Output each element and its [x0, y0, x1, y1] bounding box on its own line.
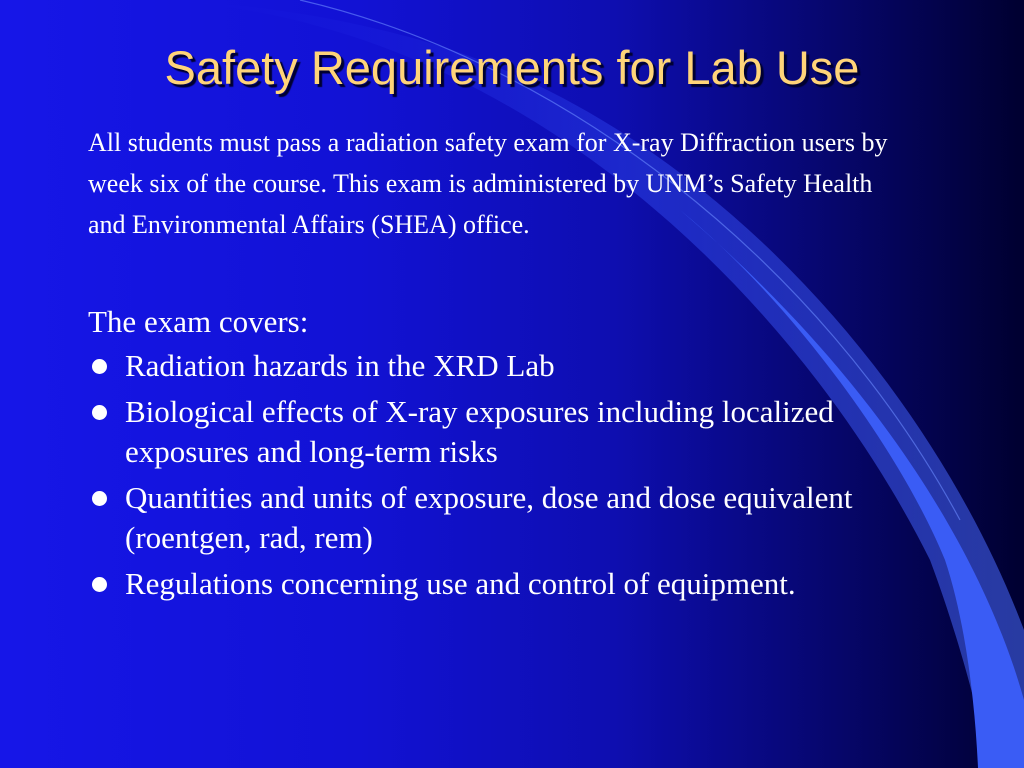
bullet-icon — [92, 359, 107, 374]
exam-topic-text: Regulations concerning use and control of equipment. — [125, 566, 796, 601]
exam-topic-text: Radiation hazards in the XRD Lab — [125, 348, 555, 383]
exam-covers-heading: The exam covers: — [88, 304, 309, 339]
exam-topic-item — [88, 392, 928, 472]
intro-paragraph: All students must pass a radiation safety exam for X-ray Diffraction users by week six of the course. This exam is administered by UNM’s Safety Health and Environmental Affairs (SHEA) office. — [88, 128, 888, 239]
bullet-icon — [92, 491, 107, 506]
exam-topic-list — [88, 346, 928, 610]
exam-topic-item — [88, 564, 928, 604]
exam-topic-item — [88, 478, 928, 558]
exam-topic-item — [88, 346, 928, 386]
bullet-icon — [92, 577, 107, 592]
slide-title: Safety Requirements for Lab Use — [164, 41, 860, 94]
exam-topic-text: Biological effects of X-ray exposures including localized exposures and long-term risks — [125, 394, 834, 469]
exam-topic-text: Quantities and units of exposure, dose and dose equivalent (roentgen, rad, rem) — [125, 480, 853, 555]
bullet-icon — [92, 405, 107, 420]
